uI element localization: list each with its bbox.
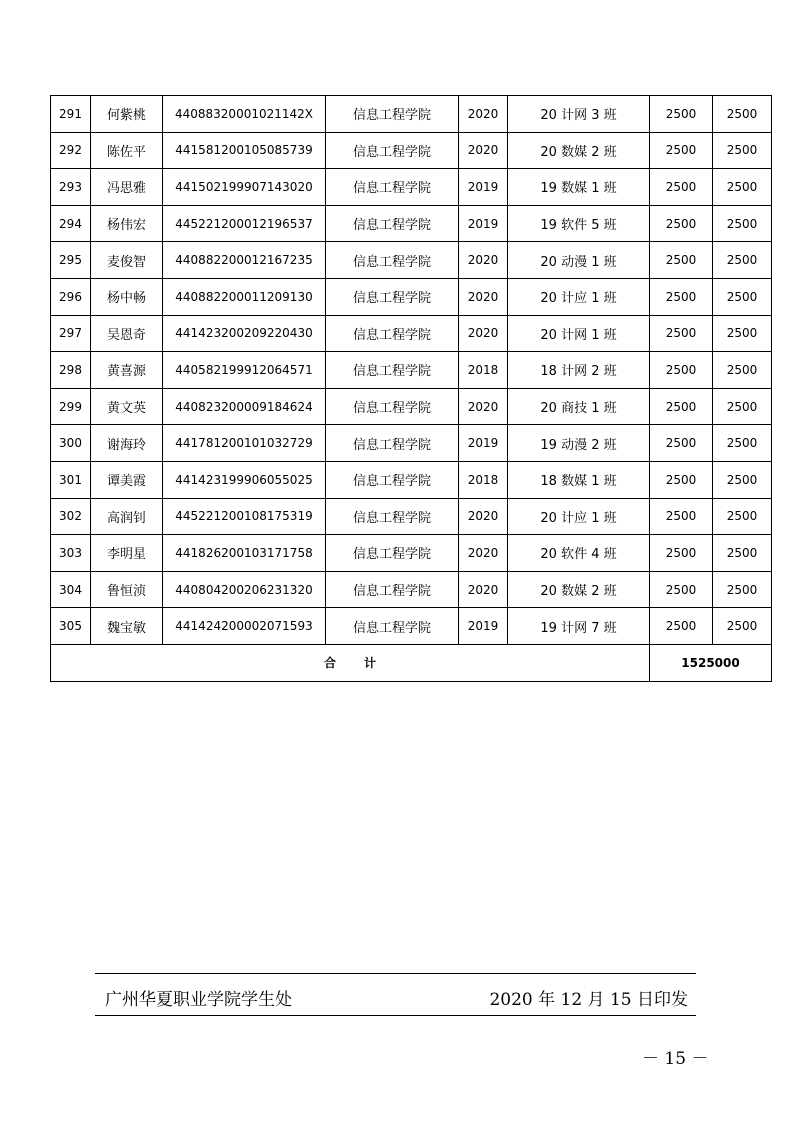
college-name: 信息工程学院 <box>326 205 459 242</box>
college-name: 信息工程学院 <box>326 169 459 206</box>
amount-cell: 2500 <box>713 352 772 389</box>
total-label-cell <box>51 644 650 681</box>
id-number: 440882200011209130 <box>163 278 326 315</box>
table-row <box>51 425 772 462</box>
student-name: 吴恩奇 <box>91 315 163 352</box>
class-name: 20 软件 4 班 <box>508 535 650 572</box>
college-name: 信息工程学院 <box>326 498 459 535</box>
class-name: 20 计应 1 班 <box>508 278 650 315</box>
amount-cell: 2500 <box>713 278 772 315</box>
college-name: 信息工程学院 <box>326 132 459 169</box>
student-name: 何紫桃 <box>91 96 163 133</box>
amount-cell: 2500 <box>713 132 772 169</box>
row-number: 302 <box>51 498 91 535</box>
id-number: 445221200108175319 <box>163 498 326 535</box>
amount-cell: 2500 <box>650 535 713 572</box>
enrollment-year: 2019 <box>459 425 508 462</box>
id-number: 441424200002071593 <box>163 608 326 645</box>
row-number: 297 <box>51 315 91 352</box>
class-name: 20 数媒 2 班 <box>508 132 650 169</box>
row-number: 303 <box>51 535 91 572</box>
table-row <box>51 388 772 425</box>
amount-cell: 2500 <box>650 425 713 462</box>
amount-cell: 2500 <box>713 205 772 242</box>
amount-cell: 2500 <box>713 169 772 206</box>
row-number: 298 <box>51 352 91 389</box>
id-number: 445221200012196537 <box>163 205 326 242</box>
student-name: 魏宝敏 <box>91 608 163 645</box>
issue-date: 2020 年 12 月 15 日印发 <box>489 990 688 1010</box>
amount-cell: 2500 <box>650 132 713 169</box>
id-number: 440804200206231320 <box>163 571 326 608</box>
college-name: 信息工程学院 <box>326 352 459 389</box>
row-number: 300 <box>51 425 91 462</box>
enrollment-year: 2020 <box>459 535 508 572</box>
row-number: 304 <box>51 571 91 608</box>
class-name: 19 数媒 1 班 <box>508 169 650 206</box>
class-name: 20 计网 1 班 <box>508 315 650 352</box>
amount-cell: 2500 <box>650 315 713 352</box>
enrollment-year: 2019 <box>459 205 508 242</box>
class-name: 20 动漫 1 班 <box>508 242 650 279</box>
row-number: 291 <box>51 96 91 133</box>
college-name: 信息工程学院 <box>326 315 459 352</box>
class-name: 18 计网 2 班 <box>508 352 650 389</box>
issuing-office: 广州华夏职业学院学生处 <box>105 990 292 1010</box>
enrollment-year: 2020 <box>459 315 508 352</box>
table-row <box>51 608 772 645</box>
amount-cell: 2500 <box>650 205 713 242</box>
student-name: 谢海玲 <box>91 425 163 462</box>
enrollment-year: 2018 <box>459 461 508 498</box>
enrollment-year: 2020 <box>459 278 508 315</box>
amount-cell: 2500 <box>713 425 772 462</box>
table-row <box>51 498 772 535</box>
enrollment-year: 2020 <box>459 132 508 169</box>
id-number: 441581200105085739 <box>163 132 326 169</box>
amount-cell: 2500 <box>650 608 713 645</box>
enrollment-year: 2018 <box>459 352 508 389</box>
amount-cell: 2500 <box>713 388 772 425</box>
amount-cell: 2500 <box>650 498 713 535</box>
college-name: 信息工程学院 <box>326 388 459 425</box>
id-number: 441423200209220430 <box>163 315 326 352</box>
id-number: 440823200009184624 <box>163 388 326 425</box>
page-number: － 15 － <box>642 1049 709 1069</box>
total-row <box>51 644 772 681</box>
student-name: 麦俊智 <box>91 242 163 279</box>
college-name: 信息工程学院 <box>326 425 459 462</box>
student-name: 李明星 <box>91 535 163 572</box>
issuing-footer <box>95 973 696 1016</box>
total-value: 1525000 <box>650 644 772 681</box>
class-name: 20 计应 1 班 <box>508 498 650 535</box>
table-row <box>51 461 772 498</box>
amount-cell: 2500 <box>713 498 772 535</box>
student-name: 冯思雅 <box>91 169 163 206</box>
class-name: 19 计网 7 班 <box>508 608 650 645</box>
amount-cell: 2500 <box>650 169 713 206</box>
amount-cell: 2500 <box>650 242 713 279</box>
id-number: 441781200101032729 <box>163 425 326 462</box>
college-name: 信息工程学院 <box>326 461 459 498</box>
row-number: 296 <box>51 278 91 315</box>
table-row <box>51 132 772 169</box>
row-number: 294 <box>51 205 91 242</box>
id-number: 441502199907143020 <box>163 169 326 206</box>
enrollment-year: 2020 <box>459 571 508 608</box>
college-name: 信息工程学院 <box>326 535 459 572</box>
amount-cell: 2500 <box>650 388 713 425</box>
student-name: 杨伟宏 <box>91 205 163 242</box>
enrollment-year: 2019 <box>459 608 508 645</box>
student-name: 谭美霞 <box>91 461 163 498</box>
amount-cell: 2500 <box>713 96 772 133</box>
total-label: 合计 <box>323 656 404 671</box>
table-row <box>51 315 772 352</box>
table-row <box>51 278 772 315</box>
row-number: 301 <box>51 461 91 498</box>
college-name: 信息工程学院 <box>326 96 459 133</box>
row-number: 293 <box>51 169 91 206</box>
student-name: 高润钊 <box>91 498 163 535</box>
id-number: 440882200012167235 <box>163 242 326 279</box>
college-name: 信息工程学院 <box>326 242 459 279</box>
enrollment-year: 2019 <box>459 169 508 206</box>
row-number: 295 <box>51 242 91 279</box>
amount-cell: 2500 <box>713 535 772 572</box>
enrollment-year: 2020 <box>459 388 508 425</box>
college-name: 信息工程学院 <box>326 278 459 315</box>
amount-cell: 2500 <box>713 461 772 498</box>
table-row <box>51 352 772 389</box>
student-name: 黄文英 <box>91 388 163 425</box>
id-number: 44088320001021142X <box>163 96 326 133</box>
college-name: 信息工程学院 <box>326 608 459 645</box>
enrollment-year: 2020 <box>459 498 508 535</box>
amount-cell: 2500 <box>650 571 713 608</box>
amount-cell: 2500 <box>713 242 772 279</box>
class-name: 19 动漫 2 班 <box>508 425 650 462</box>
student-name: 陈佐平 <box>91 132 163 169</box>
enrollment-year: 2020 <box>459 242 508 279</box>
table-row <box>51 571 772 608</box>
college-name: 信息工程学院 <box>326 571 459 608</box>
row-number: 305 <box>51 608 91 645</box>
student-funding-table <box>50 95 772 682</box>
amount-cell: 2500 <box>650 352 713 389</box>
amount-cell: 2500 <box>713 571 772 608</box>
enrollment-year: 2020 <box>459 96 508 133</box>
amount-cell: 2500 <box>713 315 772 352</box>
class-name: 18 数媒 1 班 <box>508 461 650 498</box>
row-number: 292 <box>51 132 91 169</box>
amount-cell: 2500 <box>650 278 713 315</box>
student-name: 杨中畅 <box>91 278 163 315</box>
amount-cell: 2500 <box>650 461 713 498</box>
table-row <box>51 242 772 279</box>
id-number: 441423199906055025 <box>163 461 326 498</box>
class-name: 20 计网 3 班 <box>508 96 650 133</box>
student-name: 黄喜源 <box>91 352 163 389</box>
class-name: 19 软件 5 班 <box>508 205 650 242</box>
id-number: 440582199912064571 <box>163 352 326 389</box>
amount-cell: 2500 <box>650 96 713 133</box>
student-name: 鲁恒浈 <box>91 571 163 608</box>
table-body <box>51 96 772 645</box>
amount-cell: 2500 <box>713 608 772 645</box>
table-row <box>51 535 772 572</box>
table-row <box>51 96 772 133</box>
class-name: 20 数媒 2 班 <box>508 571 650 608</box>
table-row <box>51 205 772 242</box>
class-name: 20 商技 1 班 <box>508 388 650 425</box>
table-row <box>51 169 772 206</box>
row-number: 299 <box>51 388 91 425</box>
id-number: 441826200103171758 <box>163 535 326 572</box>
